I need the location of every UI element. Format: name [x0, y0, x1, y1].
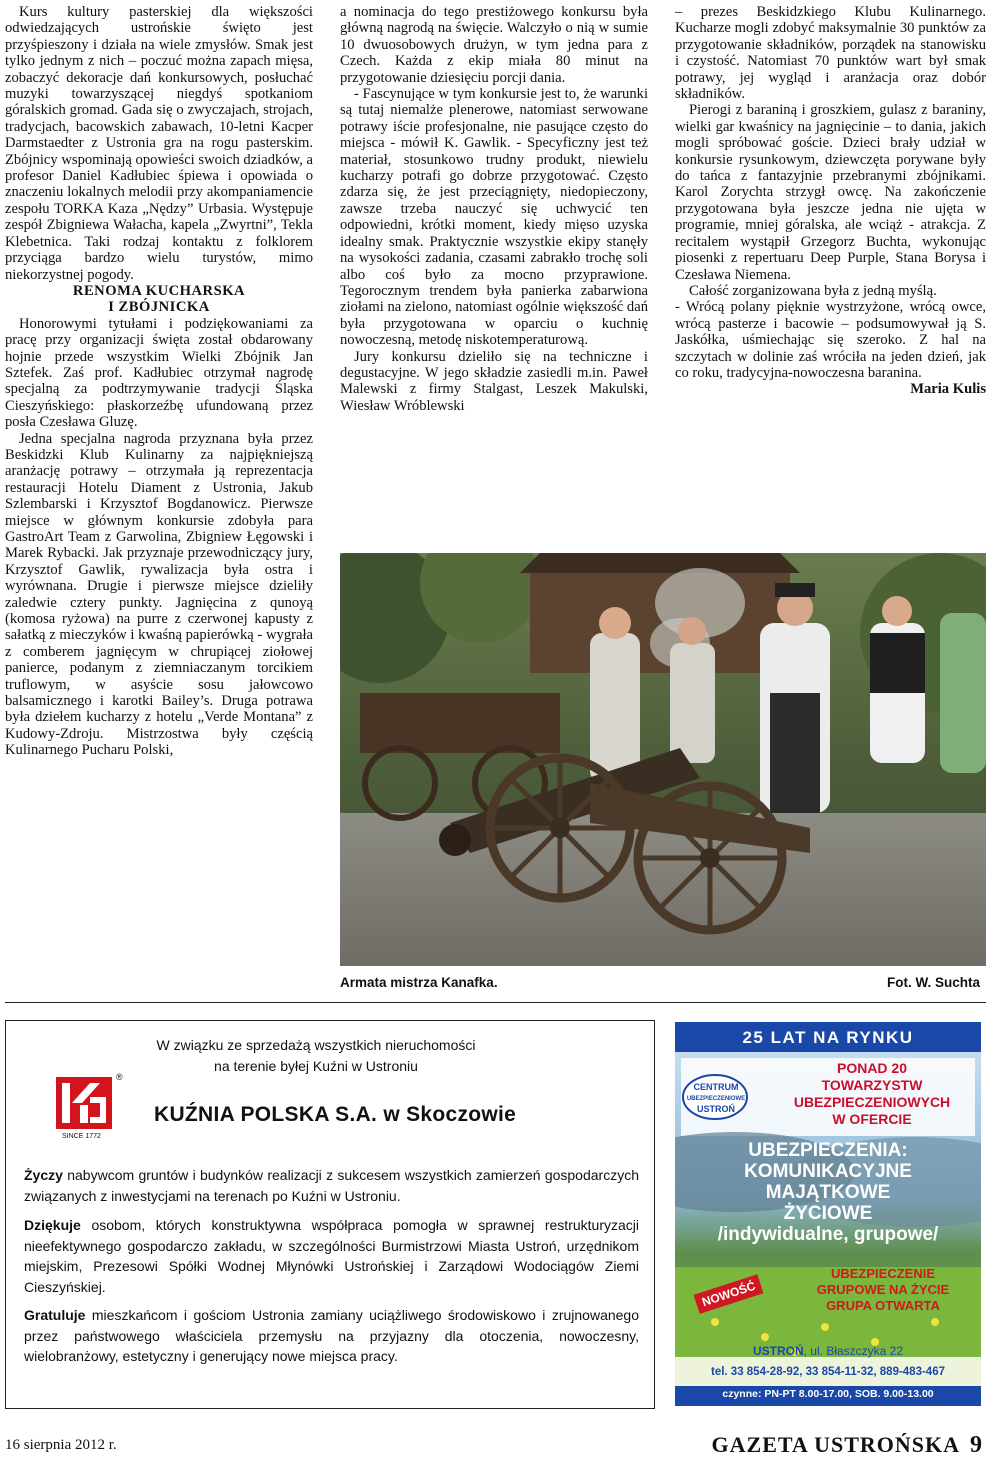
insurance-hours: czynne: PN-PT 8.00-17.00, SOB. 9.00-13.00	[722, 1388, 934, 1400]
ad-lead-word: Gratuluje	[24, 1307, 86, 1323]
group-insurance-3: GRUPA OTWARTA	[826, 1298, 940, 1313]
ad-lead-word: Życzy	[24, 1167, 63, 1183]
insurance-types-3: ŻYCIOWE	[783, 1203, 873, 1224]
ad-text: nabywcom gruntów i budynków realizacji z sukcesem wszystkich zamierzeń gospodarczych związanych z inwestycjami na terenach po Kuźni w Ustroniu.	[24, 1167, 639, 1204]
photo-credit: Fot. W. Suchta	[887, 975, 980, 990]
ad-intro	[101, 1035, 531, 1076]
insurance-tow3: W OFERCIE	[832, 1111, 912, 1127]
nowosc-badge: NOWOŚĆ	[694, 1274, 764, 1314]
insurance-logo-top: CENTRUM	[693, 1082, 739, 1092]
insurance-types-1: KOMUNIKACYJNE	[744, 1161, 912, 1182]
article-author: Maria Kulis	[910, 381, 986, 398]
article-paragraph: Jury konkursu dzieliło się na techniczne i degustacyjne. W jego składzie zasiedli m.in. Paweł Malewski z firmy Stalgast, Leszek Makulski, Wiesław Wróblewski	[340, 348, 648, 414]
issue-date: 16 sierpnia 2012 r.	[5, 1437, 117, 1453]
insurance-ponad: PONAD 20	[836, 1060, 908, 1076]
section-heading-line-2: I ZBÓJNICKA	[108, 299, 210, 316]
insurance-banner: 25 LAT NA RYNKU	[742, 1028, 914, 1047]
article-photo-cannon	[340, 553, 986, 966]
ad-paragraph-congrats	[24, 1305, 639, 1367]
insurance-logo-mid: UBEZPIECZENIOWE	[686, 1096, 746, 1102]
company-name: KUŹNIA POLSKA S.A. w Skoczowie	[154, 1103, 517, 1126]
article-paragraph: Honorowymi tytułami i podziękowaniami za pracę przy organizacji święta został obdarowany hojnie przede wszystkim Wielki Zbójnik Jan Sztefek. Zaś prof. Kadłubiec otrzymał nagrodę specjalną za podtrzymywanie tradycji Śląska Cieszyńskiego: płaskorzeźbę ufundowaną przez posła Czesława Gluzę.	[5, 315, 313, 431]
page-number: 9	[970, 1432, 983, 1458]
ad-paragraph-thanks	[24, 1215, 639, 1297]
newspaper-name: GAZETA USTROŃSKA	[711, 1432, 960, 1457]
insurance-advertisement	[675, 1022, 981, 1406]
insurance-types	[675, 1140, 981, 1245]
insurance-types-2: MAJĄTKOWE	[765, 1182, 891, 1203]
insurance-tow1: TOWARZYSTW	[821, 1077, 923, 1093]
insurance-address-street: , ul. Błaszczyka 22	[803, 1344, 904, 1358]
article-paragraph: Pierogi z baraniną i groszkiem, gulasz z baraniny, wielki gar kwaśnicy na jagnięcinie – to dania, jakich mogli spróbować goście. Dzieci brały udział w konkursie rysunkowym, dziewczęta porywane były do tańca z fantazyjnie przebranymi zbójnikami. Karol Zorychta strzygł owcę. Na zakończenie przygotowana była jeszcze jedna nie ujęta w programie, mniej góralska, ale wciąż - atrakcja. Z recitalem wystąpił Grzegorz Buchta, wykonując piosenki z repertuaru Deep Purple, Stana Borysa i Czesława Niemena.	[675, 102, 986, 283]
section-divider	[5, 1002, 986, 1003]
insurance-address	[675, 1344, 981, 1358]
ad-text: osobom, których konstruktywna współpraca pomogła w sprawnej restrukturyzacji nieefektywnego gospodarczo zakładu, w szczególności Burmistrzowi Miasta Ustroń, urzędnikom miejskim, Prezesowi Spółki Wodnej Młynówki Ustrońskiej i Zarządowi Wodociągów Ziemi Cieszyńskiej.	[24, 1217, 639, 1295]
article-column-2	[340, 4, 648, 414]
page-footer	[712, 1432, 983, 1459]
group-insurance-2: GRUPOWE NA ŻYCIE	[816, 1282, 950, 1297]
article-column-3	[675, 4, 986, 398]
article-paragraph: Jedna specjalna nagroda przyznana była przez Beskidzki Klub Kulinarny za najpiękniejszą aranżację potrawy – otrzymała ją reprezentacja restauracji Hotelu Diament z Ustronia, Jakub Szlembarski i Krzysztof Bogdanowicz. Pierwsze miejsce w głównym konkursie zdobyła para GastroArt Team z Garwolina, Zbigniew Łęgowski i Marek Rybacki. Jak przyznaje przewodniczący jury, Krzysztof Gawlik, rywalizacja była ostra i wyrównana. Drugie i pierwsze miejsce dzieliły zaledwie cztery punkty. Jagnięcina z qunoyą (komosa ryżowa) na purre z czerwonej kapusty z sałatką z mieczyków i kwaśną papierówką - wygrała z comberem jagnięcym w chrupiącej ziołowej panierce, podanym z ziemniaczanym torcikiem truflowym, w asyście sosu jałowcowo balsamicznego i karotki Bailey’s. Druga potrawa była dziełem kucharzy z hotelu „Verde Montana” z Kudowy-Zdroju. Mistrzostwa były częścią Kulinarnego Pucharu Polski,	[5, 430, 313, 759]
article-paragraph: - Wrócą polany pięknie wystrzyżone, wrócą owce, wrócą pasterze i bacowie – podsumowywał ją S. Jaskółka, uśmiechając się szeroko. Z hal na szczytach w dolinie zaś wróciła na jeden dzień, jak co roku, tradycyjna-nowoczesna baranina.	[675, 299, 986, 381]
photo-caption: Armata mistrza Kanafka.	[340, 975, 498, 990]
kuznia-logo	[54, 1072, 123, 1151]
section-heading	[5, 283, 313, 316]
ad-intro-line-2: na terenie byłej Kuźni w Ustroniu	[214, 1057, 418, 1074]
insurance-types-4: /indywidualne, grupowe/	[717, 1224, 939, 1245]
insurance-tow2: UBEZPIECZENIOWYCH	[793, 1094, 951, 1110]
article-paragraph: Całość zorganizowana była z jedną myślą.	[689, 282, 937, 299]
ad-intro-line-1: W związku ze sprzedażą wszystkich nieruchomości	[156, 1037, 476, 1053]
group-insurance-1: UBEZPIECZENIE	[830, 1266, 935, 1281]
ad-lead-word: Dziękuje	[24, 1217, 81, 1233]
article-paragraph: Kurs kultury pasterskiej dla większości odwiedzających ustrońskie święto jest przyśpieszony i działa na wiele zmysłów. Smak jest tylko jednym z nich – poczuć można zapach mięsa, zobaczyć dekoracje dań konkursowych, posłuchać muzyki towarzyszącej niegdyś spotkaniom góralskich gromad. Gada się o zwyczajach, strojach, tradycjach, bacowskich zabawach, 10-letni Kacper Darmstaedter z Ustronia gra na rogu pasterskim. Zbójnicy wspominają opowieści swoich dziadków, a profesor Daniel Kadłubiec śpiewa i opowiada o znaczeniu lokalnych melodii przy akompaniamencie zespołu TORKA Kaza „Nędzy” Urbasia. Występuje zespół Zbigniewa Wałacha, kapela „Zwyrtni”, Tekla Klebetnica. Taki rodzaj kontaktu z folklorem przyciąga bardzo wielu turystów, mimo niekorzystnej pogody.	[5, 4, 313, 283]
insurance-logo-bot: USTROŃ	[697, 1104, 735, 1114]
article-paragraph: – prezes Beskidzkiego Klubu Kulinarnego. Kucharze mogli zdobyć maksymalnie 30 punktów za przygotowanie składników, porządek na stanowisku i czystość. Natomiast 70 punktów wart był smak potrawy, jej wygląd i aranżacja oraz dobór składników.	[675, 4, 986, 103]
ad-paragraph-wishes	[24, 1165, 639, 1206]
registered-mark: ®	[116, 1072, 123, 1082]
ad-text: mieszkańcom i gościom Ustronia zamiany uciążliwego środowiskowo i zrujnowanego przez państwowego właściciela przemysłu na przyjazny dla otoczenia, nowoczesny, wielobranżowy, estetyczny i generujący nowe miejsca pracy.	[24, 1307, 639, 1365]
article-paragraph: a nominacja do tego prestiżowego konkursu była główną nagrodą na święcie. Walczyło o nią w sumie 10 dwuosobowych drużyn, w tym jedna para z Czech. Każda z ekip miała 80 minut na przygotowanie dziesięciu porcji dania.	[340, 4, 648, 86]
article-column-1	[5, 4, 313, 759]
kuznia-logo-icon	[54, 1073, 114, 1141]
insurance-address-city: USTROŃ	[752, 1344, 804, 1358]
section-heading-line-1: RENOMA KUCHARSKA	[72, 282, 246, 299]
article-paragraph: - Fascynujące w tym konkursie jest to, że warunki są tutaj niemalże plenerowe, natomiast serwowane potrawy iście profesjonalne, nie pasujące często do miejsca - mówił K. Gawlik. - Specyficzny jest też materiał, stosunkowo trudny produkt, niewielu kucharzy potrafi go dobrze przygotować. Często zdarza się, że jest przeciągnięty, niedopieczony, zawsze trzeba nauczyć się uchwycić ten odpowiedni, krótki moment, kiedy mięso uzyska idealny smak. Praktycznie wszystkie ekipy stanęły na wysokości zadania, czasami zabrakło trochę soli albo coś było za mocno przyprawione. Tegorocznym trendem była panierka zabarwiona ziołami na zielono, natomiast ogólnie większość dań była przygotowana w oparciu o kuchnię nowoczesną, metodę niskotemperaturową.	[340, 86, 648, 349]
kuznia-polska-advertisement	[5, 1020, 655, 1409]
insurance-phone: tel. 33 854-28-92, 33 854-11-32, 889-483-467	[710, 1366, 945, 1378]
group-insurance	[785, 1266, 981, 1314]
insurance-offer	[767, 1060, 977, 1128]
cannon-photo-illustration	[340, 553, 986, 966]
logo-since: SINCE 1772	[62, 1133, 101, 1140]
insurance-logo	[685, 1082, 747, 1114]
insurance-types-title: UBEZPIECZENIA:	[748, 1140, 908, 1161]
